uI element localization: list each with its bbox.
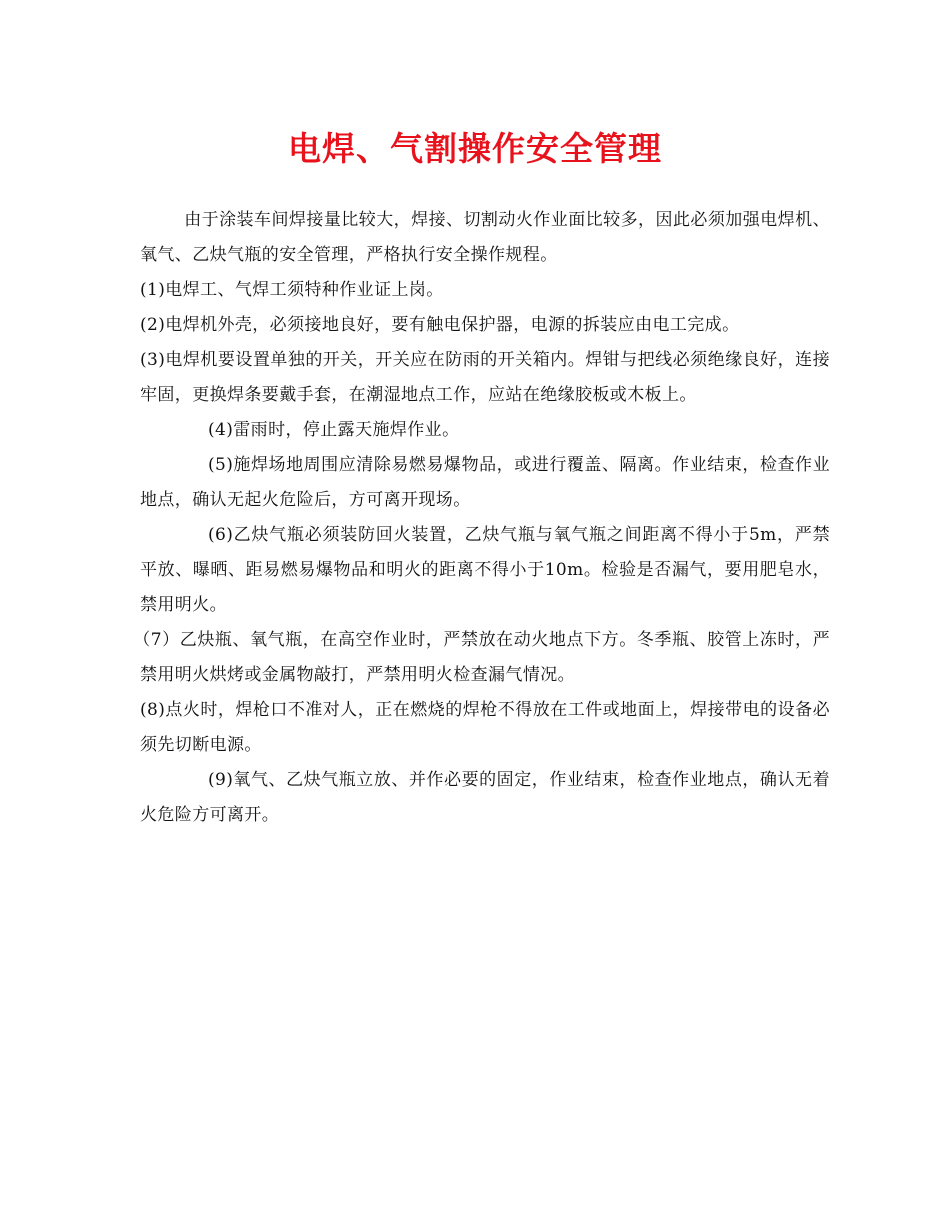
rule-item-9: (9)氧气、乙炔气瓶立放、并作必要的固定，作业结束，检查作业地点，确认无着火危险方可离开。 <box>140 770 830 825</box>
document-body <box>133 203 830 833</box>
rule-item-4: (4)雷雨时，停止露天施焊作业。 <box>208 420 460 440</box>
rule-item-3: (3)电焊机要设置单独的开关，开关应在防雨的开关箱内。焊钳与把线必须绝缘良好，连接牢固，更换焊条要戴手套，在潮湿地点工作，应站在绝缘胶板或木板上。 <box>140 350 830 405</box>
rule-item-2: (2)电焊机外壳，必须接地良好，要有触电保护器，电源的拆装应由电工完成。 <box>140 315 740 335</box>
rule-item-6: (6)乙炔气瓶必须装防回火装置，乙炔气瓶与氧气瓶之间距离不得小于5m，严禁平放、曝晒、距易燃易爆物品和明火的距离不得小于10m。检验是否漏气，要用肥皂水，禁用明火。 <box>140 525 830 615</box>
intro-paragraph: 由于涂装车间焊接量比较大，焊接、切割动火作业面比较多，因此必须加强电焊机、氧气、乙炔气瓶的安全管理，严格执行安全操作规程。 <box>140 210 830 265</box>
rule-item-7: （7）乙炔瓶、氧气瓶，在高空作业时，严禁放在动火地点下方。冬季瓶、胶管上冻时，严禁用明火烘烤或金属物敲打，严禁用明火检查漏气情况。 <box>133 630 830 685</box>
rule-item-5: (5)施焊场地周围应清除易燃易爆物品，或进行覆盖、隔离。作业结束，检查作业地点，确认无起火危险后，方可离开现场。 <box>140 455 830 510</box>
rule-item-8: (8)点火时，焊枪口不准对人，正在燃烧的焊枪不得放在工件或地面上，焊接带电的设备必须先切断电源。 <box>140 700 830 755</box>
document-title: 电焊、气割操作安全管理 <box>288 129 662 168</box>
rule-item-1: (1)电焊工、气焊工须特种作业证上岗。 <box>140 280 444 300</box>
